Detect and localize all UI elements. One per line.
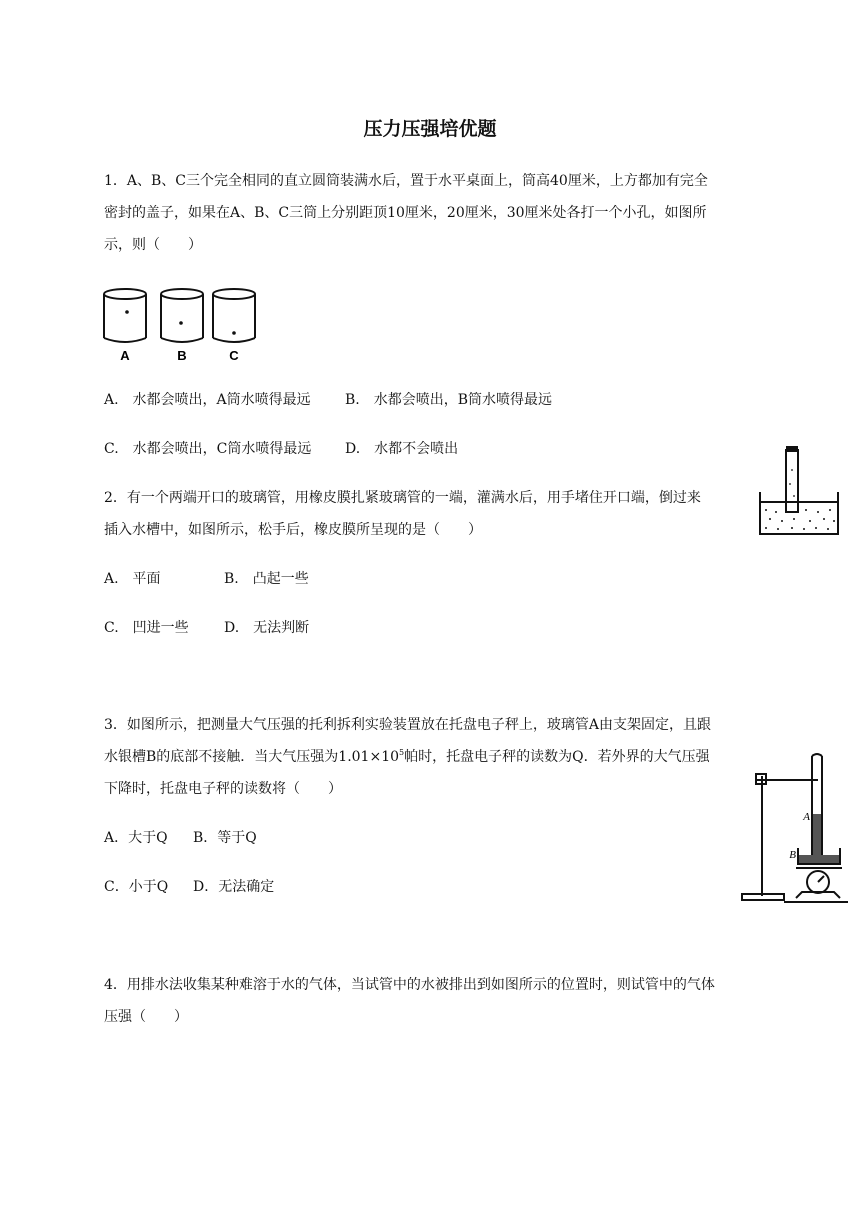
q3-option-c: C．小于Q <box>104 879 169 895</box>
q3-text-line-2-start: 水银槽B的底部不接触．当大气压强为1.01×10 <box>104 749 400 765</box>
q1-text-line-1: 1．A、B、C三个完全相同的直立圆筒装满水后，置于水平桌面上，筒高40厘米，上方都加有完全 <box>104 173 708 189</box>
q1-option-d: D. 水都不会喷出 <box>345 441 459 457</box>
q3-torricelli-apparatus-figure <box>736 752 848 908</box>
q3-figure-label-a: A <box>803 811 810 823</box>
q3-text-line-2-end: 帕时，托盘电子秤的读数为Q．若外界的大气压强 <box>404 749 710 765</box>
q2-text-line-2: 插入水槽中，如图所示，松手后，橡皮膜所呈现的是（ ） <box>104 522 482 538</box>
q2-option-d: D. 无法判断 <box>224 620 310 636</box>
q3-option-d: D．无法确定 <box>193 879 275 895</box>
q2-text-line-1: 2．有一个两端开口的玻璃管，用橡皮膜扎紧玻璃管的一端，灌满水后，用手堵住开口端，倒过来 <box>104 490 701 506</box>
q1-option-c: C. 水都会喷出，C筒水喷得最远 <box>104 441 312 457</box>
q3-option-b: B．等于Q <box>193 830 257 846</box>
q3-text-line-3: 下降时，托盘电子秤的读数将（ ） <box>104 781 342 797</box>
q2-option-b: B. 凸起一些 <box>224 571 309 587</box>
q1-option-b: B. 水都会喷出，B筒水喷得最远 <box>345 392 553 408</box>
q1-text-line-2: 密封的盖子，如果在A、B、C三筒上分别距顶10厘米，20厘米，30厘米处各打一个小孔，如图所 <box>104 205 707 221</box>
q3-exponent: 5 <box>399 748 405 757</box>
q3-text-line-1: 3．如图所示，把测量大气压强的托利拆利实验装置放在托盘电子秤上，玻璃管A由支架固定，且跟 <box>104 717 712 733</box>
q3-option-a: A．大于Q <box>104 830 168 846</box>
q4-text-line-2: 压强（ ） <box>104 1009 188 1025</box>
q1-figure-label-a: A <box>120 348 130 363</box>
q2-option-c: C. 凹进一些 <box>104 620 189 636</box>
q2-water-tank-figure <box>752 440 842 540</box>
q3-figure-label-b: B <box>789 849 796 861</box>
q1-text-line-3: 示，则（ ） <box>104 237 202 253</box>
q1-figure-label-b: B <box>177 348 187 363</box>
q1-figure-label-c: C <box>229 348 239 363</box>
q1-cylinders-figure <box>100 284 265 366</box>
q1-option-a: A. 水都会喷出，A筒水喷得最远 <box>104 392 311 408</box>
document-title: 压力压强培优题 <box>363 118 497 140</box>
q2-option-a: A. 平面 <box>104 571 161 587</box>
q3-text-line-2 <box>104 748 710 766</box>
q4-text-line-1: 4．用排水法收集某种难溶于水的气体，当试管中的水被排出到如图所示的位置时，则试管中的气体 <box>104 977 715 993</box>
